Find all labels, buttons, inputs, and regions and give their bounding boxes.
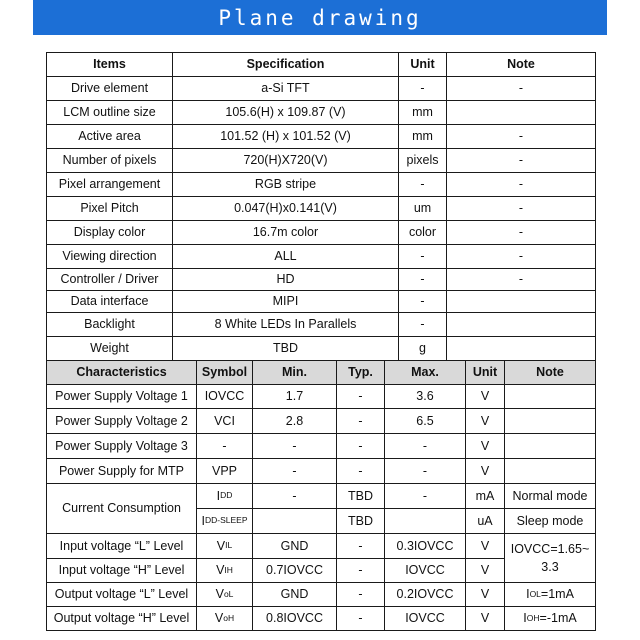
symbol-main: V xyxy=(215,587,224,602)
char-cell: - xyxy=(252,433,337,459)
symbol-main: V xyxy=(216,538,226,553)
spec-cell: color xyxy=(398,220,447,245)
note-tail: =1mA xyxy=(540,587,574,602)
spec-cell: - xyxy=(446,268,596,291)
char-cell: Power Supply Voltage 3 xyxy=(46,433,197,459)
spec-cell: - xyxy=(446,76,596,101)
char-cell: 0.3IOVCC xyxy=(384,533,466,559)
char-cell xyxy=(504,408,596,434)
char-cell: Power Supply Voltage 1 xyxy=(46,384,197,409)
char-header-cell: Typ. xyxy=(336,360,385,385)
char-cell xyxy=(504,582,596,607)
char-header-cell: Characteristics xyxy=(46,360,197,385)
page-title: Plane drawing xyxy=(218,5,422,30)
spec-cell: - xyxy=(446,124,596,149)
char-cell xyxy=(504,384,596,409)
char-cell: Input voltage “L” Level xyxy=(46,533,197,559)
char-cell: - xyxy=(336,533,385,559)
char-cell: - xyxy=(336,408,385,434)
char-cell: - xyxy=(336,458,385,484)
spec-cell: 105.6(H) x 109.87 (V) xyxy=(172,100,399,125)
symbol-subscript: OH xyxy=(526,612,540,623)
spec-cell: - xyxy=(398,244,447,269)
char-cell: - xyxy=(384,483,466,509)
char-cell xyxy=(504,606,596,631)
char-header-cell: Max. xyxy=(384,360,466,385)
char-cell: Output voltage “H” Level xyxy=(46,606,197,631)
symbol-main: V xyxy=(214,611,224,626)
char-cell xyxy=(196,483,253,509)
char-cell: - xyxy=(336,582,385,607)
char-cell: 0.7IOVCC xyxy=(252,558,337,583)
char-cell: V xyxy=(465,582,505,607)
symbol-subscript: oH xyxy=(223,612,235,623)
spec-cell: - xyxy=(446,148,596,173)
spec-cell: RGB stripe xyxy=(172,172,399,197)
char-cell xyxy=(196,582,253,607)
spec-cell: MIPI xyxy=(172,290,399,313)
char-header-cell: Note xyxy=(504,360,596,385)
char-cell: - xyxy=(336,433,385,459)
char-cell xyxy=(252,508,337,534)
spec-cell: LCM outline size xyxy=(46,100,173,125)
note-tail: =-1mA xyxy=(539,611,577,626)
symbol-subscript: IH xyxy=(224,564,233,575)
spec-cell: Active area xyxy=(46,124,173,149)
symbol-subscript: OL xyxy=(529,588,541,599)
char-header-cell: Min. xyxy=(252,360,337,385)
spec-cell: Controller / Driver xyxy=(46,268,173,291)
char-cell: - xyxy=(336,384,385,409)
char-cell: IOVCC xyxy=(196,384,253,409)
char-cell: - xyxy=(384,433,466,459)
char-cell: 6.5 xyxy=(384,408,466,434)
symbol-subscript: DD-SLEEP xyxy=(204,515,248,526)
char-cell: Normal mode xyxy=(504,483,596,509)
char-cell: V xyxy=(465,533,505,559)
char-cell: mA xyxy=(465,483,505,509)
spec-cell: 101.52 (H) x 101.52 (V) xyxy=(172,124,399,149)
char-cell: - xyxy=(336,558,385,583)
char-cell: 1.7 xyxy=(252,384,337,409)
char-cell xyxy=(384,508,466,534)
char-header-cell: Symbol xyxy=(196,360,253,385)
symbol-main: I xyxy=(523,611,527,626)
spec-header-cell: Specification xyxy=(172,52,399,77)
spec-cell: mm xyxy=(398,100,447,125)
spec-cell: Viewing direction xyxy=(46,244,173,269)
char-cell: GND xyxy=(252,533,337,559)
char-cell: 3.6 xyxy=(384,384,466,409)
spec-cell: 8 White LEDs In Parallels xyxy=(172,312,399,337)
char-cell: Input voltage “H” Level xyxy=(46,558,197,583)
char-cell: - xyxy=(384,458,466,484)
spec-cell: ALL xyxy=(172,244,399,269)
spec-cell: Weight xyxy=(46,336,173,361)
spec-cell: Data interface xyxy=(46,290,173,313)
spec-cell: TBD xyxy=(172,336,399,361)
spec-header-cell: Note xyxy=(446,52,596,77)
char-cell: Power Supply Voltage 2 xyxy=(46,408,197,434)
char-cell xyxy=(196,508,253,534)
symbol-main: I xyxy=(526,587,530,602)
symbol-subscript: oL xyxy=(223,588,234,599)
spec-cell: - xyxy=(398,312,447,337)
spec-cell: um xyxy=(398,196,447,221)
char-cell: uA xyxy=(465,508,505,534)
char-cell xyxy=(196,533,253,559)
spec-cell: - xyxy=(398,290,447,313)
char-cell: - xyxy=(252,458,337,484)
char-cell: Current Consumption xyxy=(46,483,197,534)
spec-cell: - xyxy=(446,172,596,197)
spec-cell: 0.047(H)x0.141(V) xyxy=(172,196,399,221)
spec-cell: - xyxy=(446,220,596,245)
spec-cell: - xyxy=(398,268,447,291)
spec-cell: Pixel arrangement xyxy=(46,172,173,197)
char-cell: - xyxy=(336,606,385,631)
symbol-subscript: IL xyxy=(225,540,233,551)
char-cell: TBD xyxy=(336,483,385,509)
char-header-cell: Unit xyxy=(465,360,505,385)
char-cell: - xyxy=(196,433,253,459)
char-cell: V xyxy=(465,433,505,459)
spec-cell: Display color xyxy=(46,220,173,245)
char-cell: IOVCC xyxy=(384,558,466,583)
char-cell xyxy=(504,458,596,484)
char-cell: 0.8IOVCC xyxy=(252,606,337,631)
char-cell: Sleep mode xyxy=(504,508,596,534)
spec-cell: mm xyxy=(398,124,447,149)
char-cell: Output voltage “L” Level xyxy=(46,582,197,607)
spec-cell: - xyxy=(446,196,596,221)
char-cell: IOVCC xyxy=(384,606,466,631)
char-note-cell: IOVCC=1.65~ 3.3 xyxy=(504,533,596,583)
spec-cell: Number of pixels xyxy=(46,148,173,173)
char-cell xyxy=(196,606,253,631)
char-cell xyxy=(196,558,253,583)
char-cell: VCI xyxy=(196,408,253,434)
char-cell: V xyxy=(465,408,505,434)
char-cell: - xyxy=(252,483,337,509)
char-cell xyxy=(504,433,596,459)
char-cell: VPP xyxy=(196,458,253,484)
spec-header-cell: Items xyxy=(46,52,173,77)
spec-cell: Backlight xyxy=(46,312,173,337)
char-cell: 0.2IOVCC xyxy=(384,582,466,607)
spec-cell: a-Si TFT xyxy=(172,76,399,101)
spec-cell: - xyxy=(446,244,596,269)
spec-cell: HD xyxy=(172,268,399,291)
spec-cell: - xyxy=(398,172,447,197)
spec-cell: g xyxy=(398,336,447,361)
symbol-main: V xyxy=(216,563,225,578)
spec-cell: 16.7m color xyxy=(172,220,399,245)
char-cell: V xyxy=(465,384,505,409)
spec-header-cell: Unit xyxy=(398,52,447,77)
spec-cell: pixels xyxy=(398,148,447,173)
char-cell: V xyxy=(465,558,505,583)
char-cell: V xyxy=(465,458,505,484)
spec-cell: - xyxy=(398,76,447,101)
spec-cell: 720(H)X720(V) xyxy=(172,148,399,173)
symbol-main: I xyxy=(216,488,221,503)
spec-cell: Drive element xyxy=(46,76,173,101)
spec-cell: Pixel Pitch xyxy=(46,196,173,221)
char-cell: 2.8 xyxy=(252,408,337,434)
symbol-main: I xyxy=(201,513,205,528)
symbol-subscript: DD xyxy=(220,490,233,501)
char-cell: GND xyxy=(252,582,337,607)
char-cell: Power Supply for MTP xyxy=(46,458,197,484)
char-cell: TBD xyxy=(336,508,385,534)
char-cell: V xyxy=(465,606,505,631)
